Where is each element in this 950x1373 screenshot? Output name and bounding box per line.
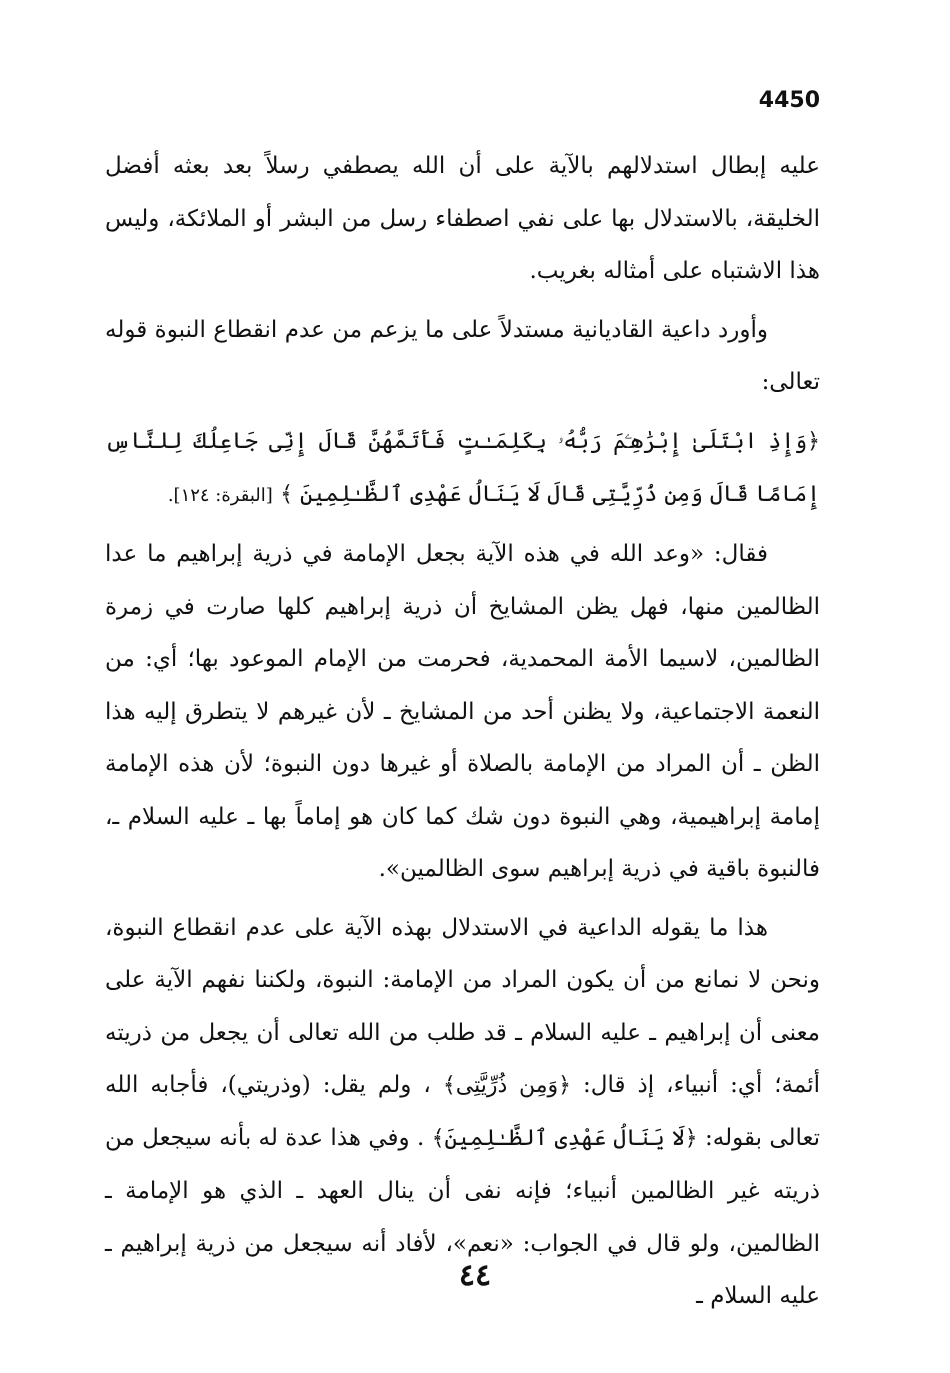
discussion-part-2: ، ولم يقل: (وذريتي)، فأجابه الله تعالى بقوله: [105,1072,821,1151]
discussion-part-3: . وفي هذا عدة له بأنه سيجعل من ذريته غير الظالمين أنبياء؛ فإنه نفى أن ينال العهد ـ الذي هو الإمامة ـ الظالمين، ولو قال في الجواب: «نعم»، لأفاد أنه سيجعل من ذرية إبراهيم ـ عليه السلام ـ [105,1125,820,1309]
inline-verse-1: ﴿وَمِن ذُرِّيَّتِى﴾ [442,1073,572,1098]
paragraph-2: وأورد داعية القاديانية مستدلاً على ما يزعم من عدم انقطاع النبوة قوله تعالى: [105,316,820,395]
inline-verse-2: ﴿لَا يَنَالُ عَهْدِى ٱلظَّـٰلِمِينَ﴾ [431,1126,698,1151]
paragraph-1: عليه إبطال استدلالهم بالآية على أن الله يصطفي رسلاً بعد بعثه أفضل الخليقة، بالاستدلال بها على نفي اصطفاء رسل من البشر أو الملائكة، وليس هذا الاشتباه على أمثاله بغريب. [105,153,820,284]
quran-verse-block [105,415,820,523]
discussion-part-1: هذا ما يقوله الداعية في الاستدلال بهذه الآية على عدم انقطاع النبوة، ونحن لا نمانع من أن يكون المراد من الإمامة: النبوة، ولكننا نفهم الآية على معنى أن إبراهيم ـ عليه السلام ـ قد طلب من الله تعالى أن يجعل من ذريته أئمة؛ أي: أنبياء، إذ قال: [105,914,821,1098]
verse-reference: [البقرة: ١٢٤]. [167,484,273,506]
page-number: ٤٤ [458,1258,492,1293]
page-code: 4450 [758,88,820,113]
body-text [105,140,820,1323]
paragraph-quote: فقال: «وعد الله في هذه الآية بجعل الإمامة في ذرية إبراهيم ما عدا الظالمين منها، فهل يظن المشايخ أن ذرية إبراهيم كلها صارت في زمرة الظالمين، لاسيما الأمة المحمدية، فحرمت من الإمام الموعود بها؛ أي: من النعمة الاجتماعية، ولا يظنن أحد من المشايخ ـ لأن غيرهم لا يتطرق إليه هذا الظن ـ أن المراد من الإمامة بالصلاة أو غيرها دون النبوة؛ لأن هذه الإمامة إمامة إبراهيمية، وهي النبوة دون شك كما كان هو إماماً بها ـ عليه السلام ـ، فالنبوة باقية في ذرية إبراهيم سوى الظالمين». [105,541,820,882]
quran-verse: ﴿وَإِذِ ابْتَلَىٰ إِبْرَٰهِـۧمَ رَبُّهُۥ بِكَلِمَـٰتٍ فَأَتَمَّهُنَّ قَالَ إِنِّى جَاعِلُكَ لِلنَّاسِ إِمَامًا قَالَ وَمِن ذُرِّيَّتِى قَالَ لَا يَنَالُ عَهْدِى ٱلظَّـٰلِمِينَ ﴾ [105,428,820,507]
